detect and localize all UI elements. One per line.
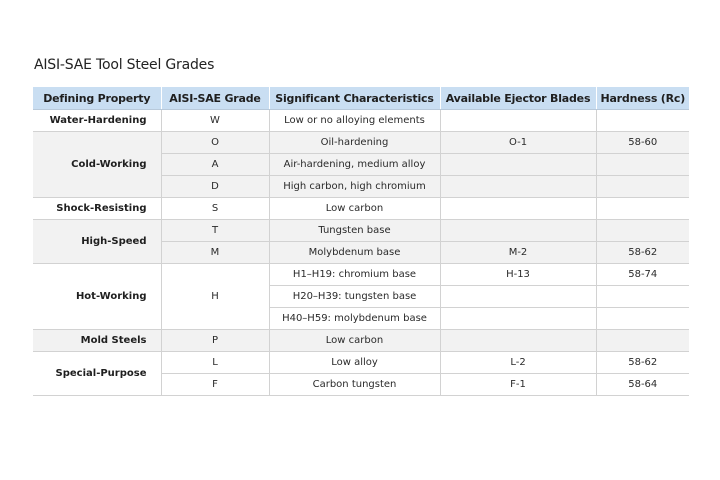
- characteristics-cell: Low carbon: [269, 330, 440, 352]
- defining-property-cell: Hot-Working: [33, 264, 161, 330]
- grade-cell: A: [161, 154, 269, 176]
- hardness-cell: 58-60: [596, 132, 689, 154]
- ejector-blades-cell: [440, 154, 596, 176]
- tool-steel-grades-table: [33, 87, 689, 396]
- ejector-blades-cell: [440, 286, 596, 308]
- hardness-cell: [596, 330, 689, 352]
- column-header-characteristics: Significant Characteristics: [269, 87, 440, 110]
- characteristics-cell: Molybdenum base: [269, 242, 440, 264]
- characteristics-cell: H1–H19: chromium base: [269, 264, 440, 286]
- table-row: [33, 330, 689, 352]
- defining-property-cell: Shock-Resisting: [33, 198, 161, 220]
- ejector-blades-cell: [440, 308, 596, 330]
- table-row: [33, 198, 689, 220]
- hardness-cell: [596, 176, 689, 198]
- ejector-blades-cell: [440, 176, 596, 198]
- characteristics-cell: H20–H39: tungsten base: [269, 286, 440, 308]
- characteristics-cell: Oil-hardening: [269, 132, 440, 154]
- grade-cell: L: [161, 352, 269, 374]
- column-header-ejector-blades: Available Ejector Blades: [440, 87, 596, 110]
- characteristics-cell: Low or no alloying elements: [269, 110, 440, 132]
- column-header-grade: AISI-SAE Grade: [161, 87, 269, 110]
- defining-property-cell: Mold Steels: [33, 330, 161, 352]
- ejector-blades-cell: [440, 330, 596, 352]
- grade-cell: F: [161, 374, 269, 396]
- hardness-cell: [596, 220, 689, 242]
- ejector-blades-cell: [440, 110, 596, 132]
- grade-cell: M: [161, 242, 269, 264]
- defining-property-cell: Special-Purpose: [33, 352, 161, 396]
- ejector-blades-cell: O-1: [440, 132, 596, 154]
- ejector-blades-cell: F-1: [440, 374, 596, 396]
- defining-property-cell: Cold-Working: [33, 132, 161, 198]
- ejector-blades-cell: H-13: [440, 264, 596, 286]
- table-row: [33, 264, 689, 286]
- ejector-blades-cell: M-2: [440, 242, 596, 264]
- page-title: AISI-SAE Tool Steel Grades: [34, 57, 215, 73]
- column-header-hardness: Hardness (Rc): [596, 87, 689, 110]
- characteristics-cell: Air-hardening, medium alloy: [269, 154, 440, 176]
- hardness-cell: [596, 154, 689, 176]
- hardness-cell: 58-62: [596, 352, 689, 374]
- defining-property-cell: Water-Hardening: [33, 110, 161, 132]
- grade-cell: O: [161, 132, 269, 154]
- grade-cell: T: [161, 220, 269, 242]
- hardness-cell: 58-62: [596, 242, 689, 264]
- grade-cell: W: [161, 110, 269, 132]
- hardness-cell: [596, 198, 689, 220]
- characteristics-cell: H40–H59: molybdenum base: [269, 308, 440, 330]
- table-row: [33, 110, 689, 132]
- grade-cell: P: [161, 330, 269, 352]
- ejector-blades-cell: [440, 220, 596, 242]
- column-header-defining-property: Defining Property: [33, 87, 161, 110]
- grade-cell: S: [161, 198, 269, 220]
- hardness-cell: [596, 308, 689, 330]
- grade-cell: D: [161, 176, 269, 198]
- characteristics-cell: Carbon tungsten: [269, 374, 440, 396]
- hardness-cell: 58-74: [596, 264, 689, 286]
- hardness-cell: [596, 110, 689, 132]
- characteristics-cell: High carbon, high chromium: [269, 176, 440, 198]
- ejector-blades-cell: L-2: [440, 352, 596, 374]
- hardness-cell: 58-64: [596, 374, 689, 396]
- hardness-cell: [596, 286, 689, 308]
- grade-cell: H: [161, 264, 269, 330]
- ejector-blades-cell: [440, 198, 596, 220]
- characteristics-cell: Low alloy: [269, 352, 440, 374]
- characteristics-cell: Tungsten base: [269, 220, 440, 242]
- table-row: [33, 352, 689, 374]
- characteristics-cell: Low carbon: [269, 198, 440, 220]
- table-header-row: [33, 87, 689, 110]
- defining-property-cell: High-Speed: [33, 220, 161, 264]
- table-row: [33, 220, 689, 242]
- table-row: [33, 132, 689, 154]
